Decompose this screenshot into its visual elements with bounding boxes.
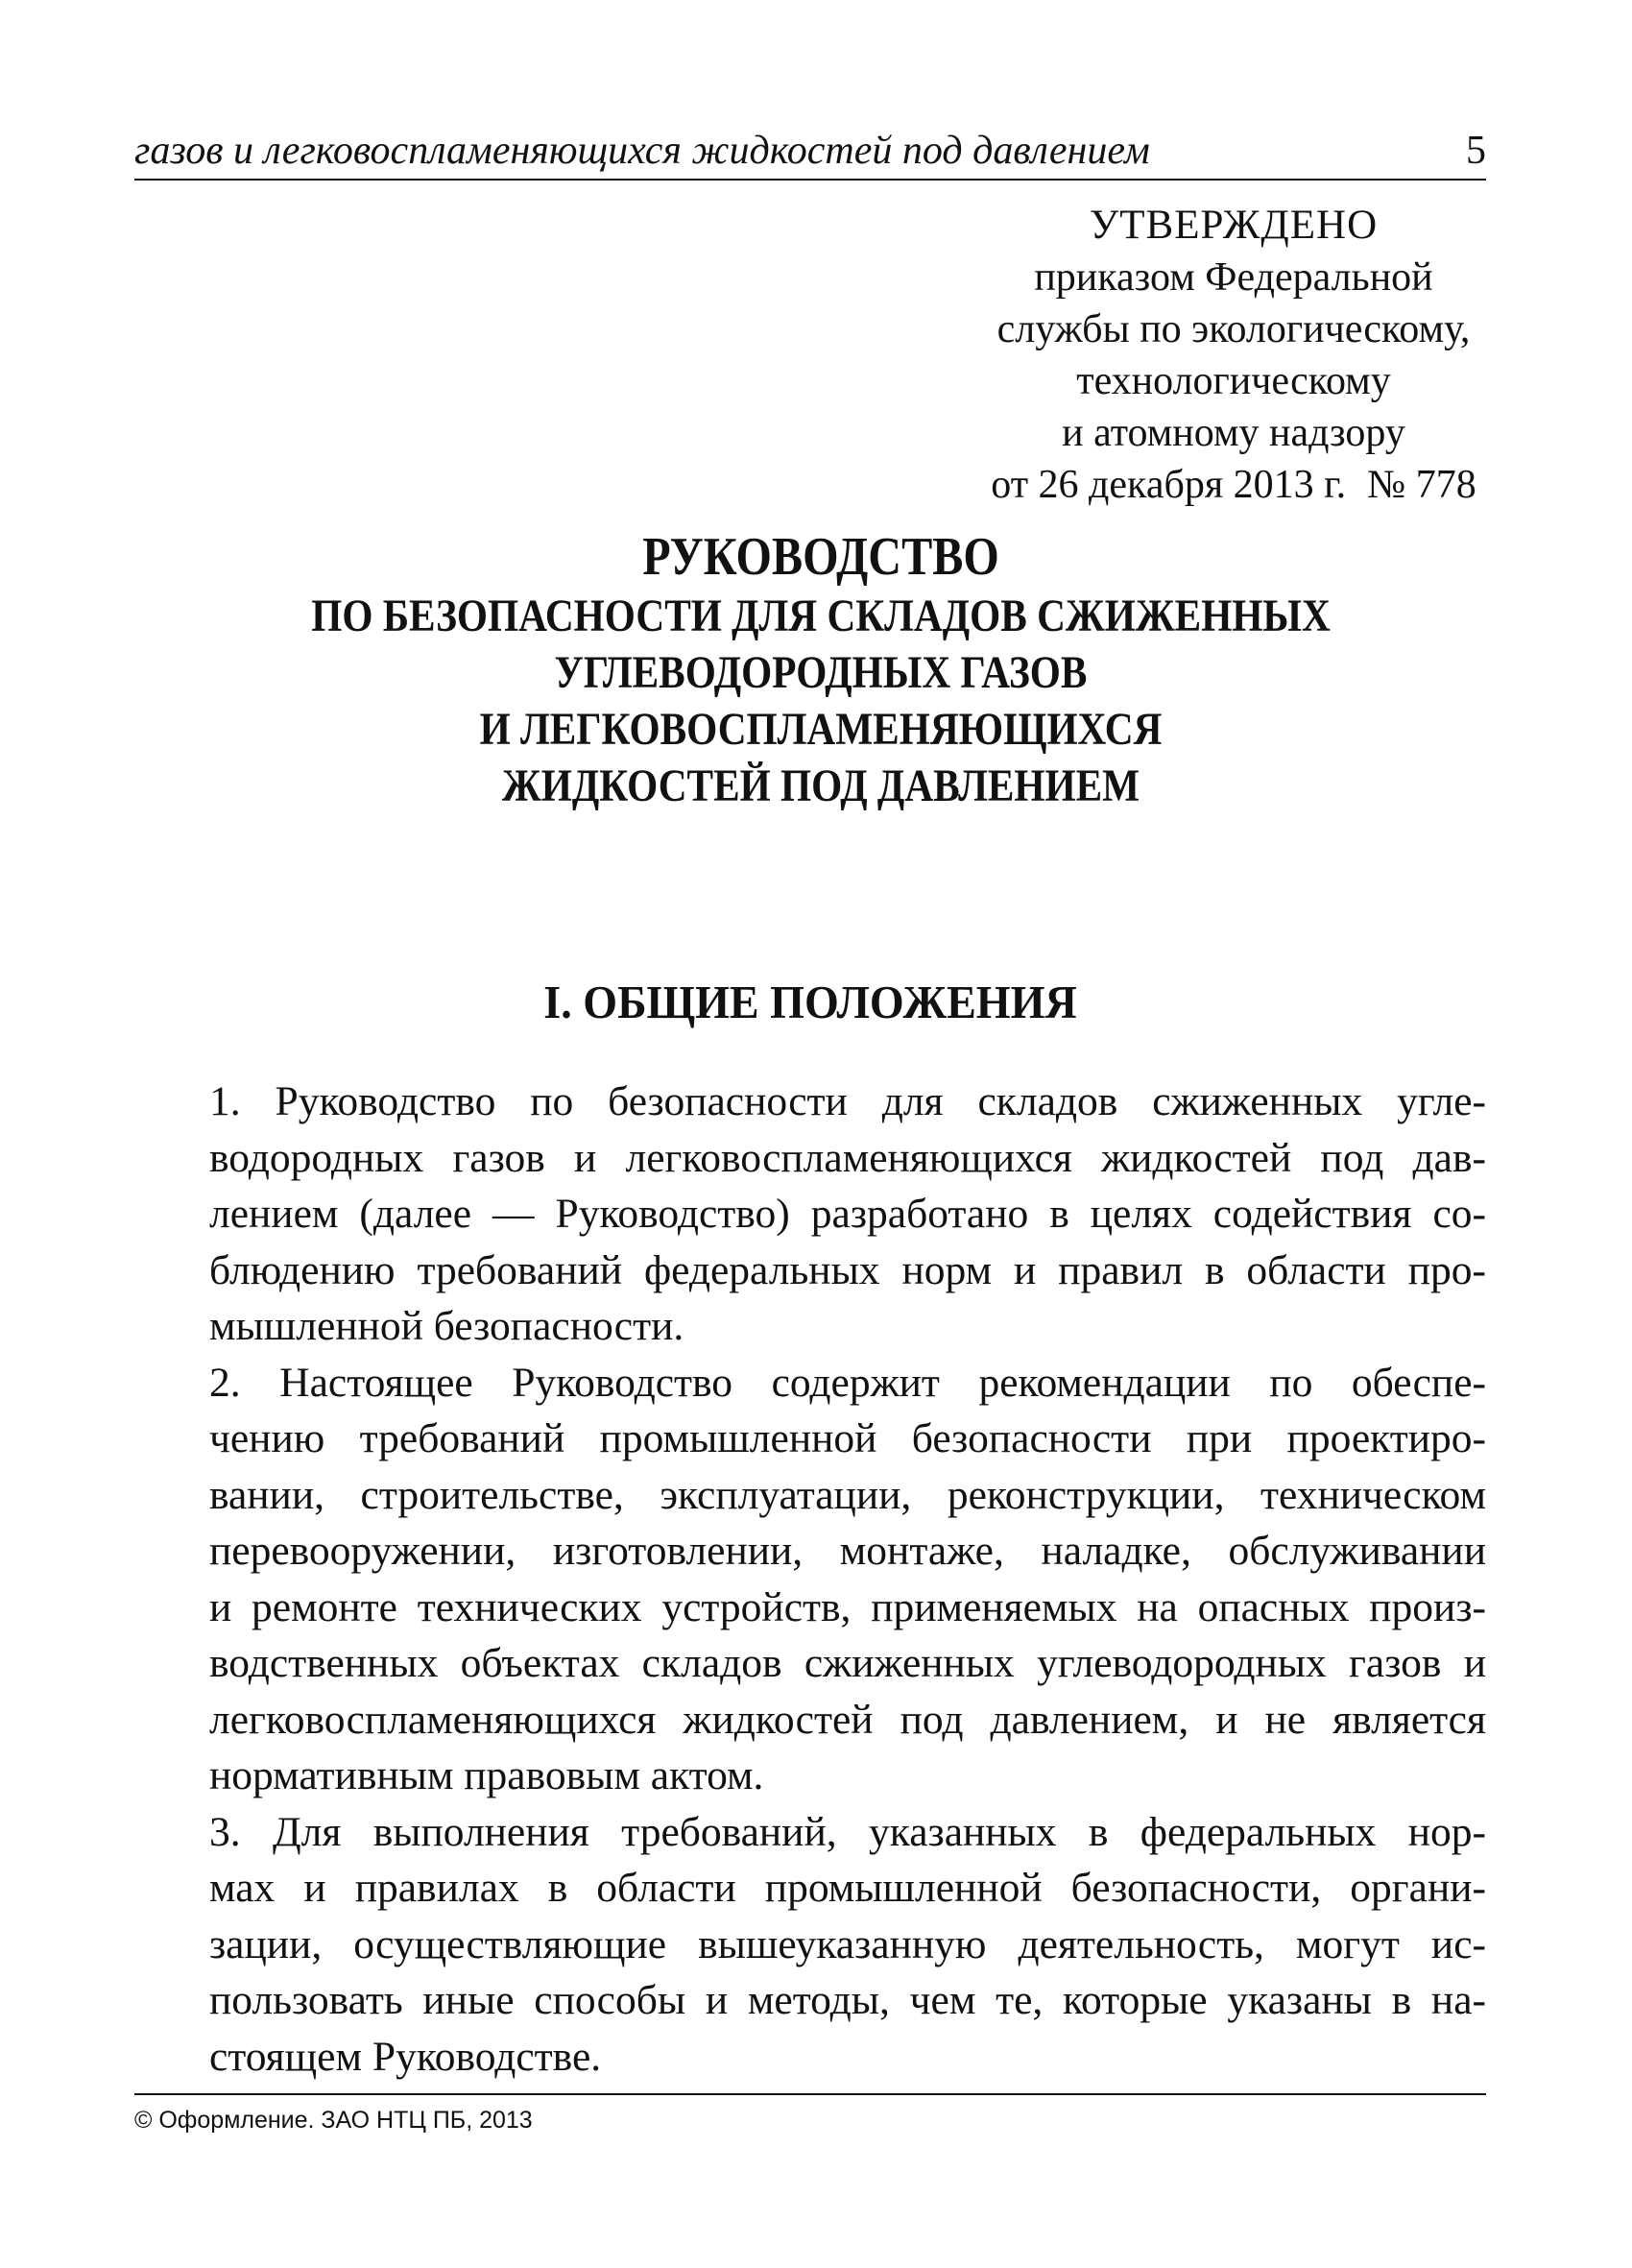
- approval-date: от 26 декабря 2013 г.: [991, 463, 1347, 507]
- running-header: [134, 123, 1486, 181]
- approval-line: технологическому: [1076, 359, 1391, 403]
- text-line: вании, строительстве, эксплуатации, реконструкции, техническом: [209, 1471, 1486, 1518]
- page-number: 5: [1466, 129, 1486, 173]
- running-title: газов и легковоспламеняющихся жидкостей под давлением: [134, 129, 1150, 173]
- text-line: водственных объектах складов сжиженных углеводородных газов и: [209, 1640, 1486, 1686]
- document-title-line: И ЛЕГКОВОСПЛАМЕНЯЮЩИХСЯ: [479, 704, 1163, 755]
- text-line: перевооружении, изготовлении, монтаже, наладке, обслуживании: [209, 1528, 1486, 1574]
- text-line: 1. Руководство по безопасности для складов сжиженных угле-: [209, 1078, 1486, 1124]
- approval-line: службы по экологическому,: [996, 307, 1471, 351]
- footer: [134, 2093, 1486, 2135]
- text-line: блюдению требований федеральных норм и правил в области про-: [209, 1246, 1486, 1293]
- text-line: зации, осуществляющие вышеуказанную деятельность, могут ис-: [209, 1920, 1486, 1967]
- approval-stamp-title: УТВЕРЖДЕНО: [1089, 203, 1379, 248]
- text-line: лением (далее — Руководство) разработано в целях содействия со-: [209, 1191, 1486, 1237]
- approval-line: и атомному надзору: [1062, 411, 1405, 455]
- paragraph-2: [134, 1355, 1486, 1804]
- text-line: легковоспламеняющихся жидкостей под давлением, и не является: [209, 1696, 1486, 1743]
- document-title: [247, 526, 1394, 814]
- paragraph-1: [134, 1074, 1486, 1355]
- text-line: 3. Для выполнения требований, указанных в федеральных нор-: [209, 1808, 1486, 1855]
- text-line: чению требований промышленной безопасности при проектиро-: [209, 1415, 1486, 1461]
- document-title-line: ПО БЕЗОПАСНОСТИ ДЛЯ СКЛАДОВ СЖИЖЕННЫХ: [311, 591, 1331, 641]
- document-title-line: УГЛЕВОДОРОДНЫХ ГАЗОВ: [554, 647, 1088, 698]
- approval-date-line: [960, 459, 1507, 511]
- document-title-line: ЖИДКОСТЕЙ ПОД ДАВЛЕНИЕМ: [501, 760, 1140, 811]
- approval-line: приказом Федеральной: [1034, 255, 1433, 300]
- paragraph-3: [134, 1804, 1486, 2086]
- footer-copyright: © Оформление. ЗАО НТЦ ПБ, 2013: [134, 2107, 533, 2134]
- text-line: водородных газов и легковоспламеняющихся жидкостей под дав-: [209, 1134, 1486, 1181]
- text-line: и ремонте технических устройств, применяемых на опасных произ-: [209, 1583, 1486, 1630]
- approval-order-number: № 778: [1367, 463, 1476, 507]
- text-line: стоящем Руководстве.: [209, 2033, 602, 2080]
- text-line: 2. Настоящее Руководство содержит рекомендации по обеспе-: [209, 1359, 1486, 1406]
- text-line: пользовать иные способы и методы, чем те, которые указаны в на-: [209, 1977, 1486, 2023]
- section-heading: I. ОБЩИЕ ПОЛОЖЕНИЯ: [543, 976, 1077, 1028]
- approval-block: [960, 200, 1507, 511]
- text-line: мах и правилах в области промышленной безопасности, органи-: [209, 1865, 1486, 1911]
- text-line: мышленной безопасности.: [209, 1303, 684, 1349]
- document-title-line: РУКОВОДСТВО: [642, 527, 999, 587]
- text-line: нормативным правовым актом.: [209, 1752, 764, 1798]
- section-body: [134, 1074, 1486, 2085]
